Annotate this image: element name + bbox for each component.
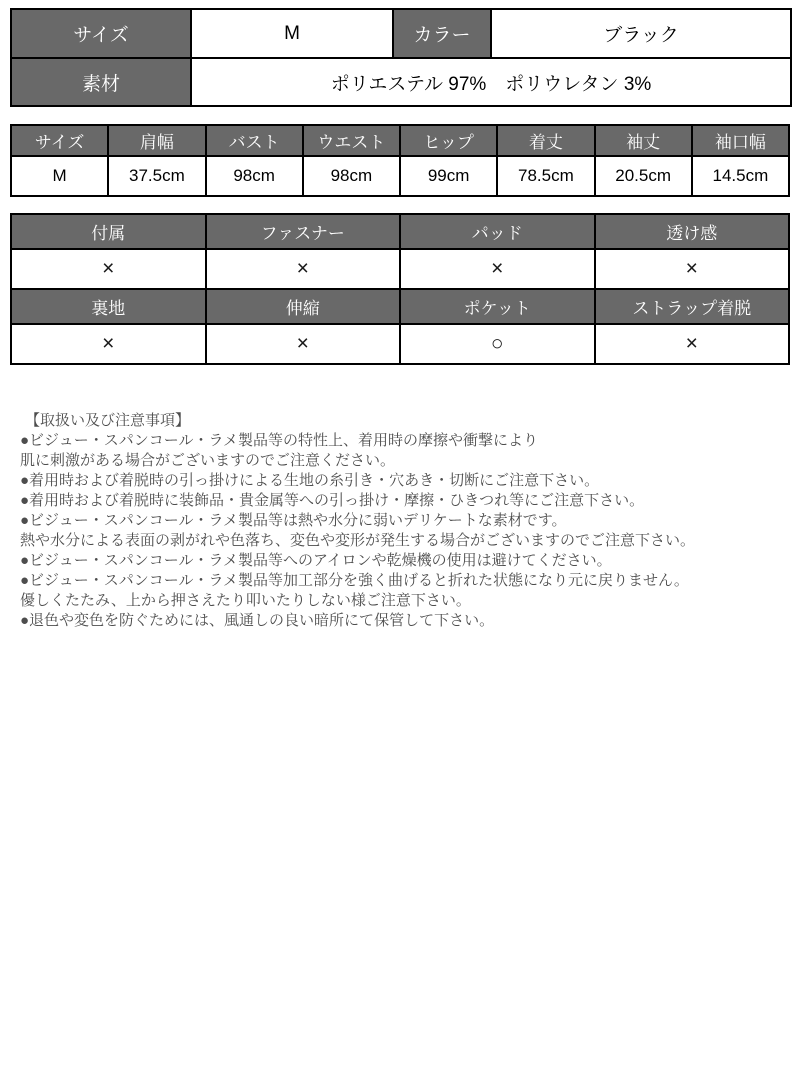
feature-header-cell: ポケット	[400, 289, 595, 324]
feature-value-cell: ×	[11, 249, 206, 289]
measurement-value-cell: 98cm	[206, 156, 303, 196]
measurement-value-cell: 78.5cm	[497, 156, 594, 196]
size-value-cell: M	[191, 9, 393, 58]
measurement-value-cell: 99cm	[400, 156, 497, 196]
care-note-line: 優しくたたみ、上から押さえたり叩いたりしない様ご注意下さい。	[20, 592, 471, 609]
care-note-line: ●着用時および着脱時に装飾品・貴金属等への引っ掛け・摩擦・ひきつれ等にご注意下さい。	[20, 492, 645, 509]
feature-value-cell: ○	[400, 324, 595, 364]
summary-row-material	[11, 58, 791, 106]
features-header-row-2	[11, 289, 789, 324]
measurement-header-cell: 袖丈	[595, 125, 692, 156]
feature-value-cell: ×	[595, 249, 790, 289]
measurement-value-cell: 37.5cm	[108, 156, 205, 196]
measurement-header-cell: サイズ	[11, 125, 108, 156]
features-value-row-2	[11, 324, 789, 364]
color-label-cell: カラー	[393, 9, 491, 58]
feature-header-cell: 裏地	[11, 289, 206, 324]
measurement-header-cell: ヒップ	[400, 125, 497, 156]
care-note-line: 肌に刺激がある場合がございますのでご注意ください。	[20, 452, 396, 469]
feature-header-cell: 伸縮	[206, 289, 401, 324]
care-note-line: ●ビジュー・スパンコール・ラメ製品等加工部分を強く曲げると折れた状態になり元に戻りません。	[20, 572, 689, 589]
measurement-value-cell: M	[11, 156, 108, 196]
care-note-line: ●ビジュー・スパンコール・ラメ製品等へのアイロンや乾燥機の使用は避けてください。	[20, 552, 612, 569]
feature-header-cell: 透け感	[595, 214, 790, 249]
care-note-line: ●ビジュー・スパンコール・ラメ製品等の特性上、着用時の摩擦や衝撃により	[20, 432, 539, 449]
measurement-header-cell: 袖口幅	[692, 125, 789, 156]
measurements-table	[10, 124, 790, 197]
measurement-value-cell: 14.5cm	[692, 156, 789, 196]
feature-header-cell: ストラップ着脱	[595, 289, 790, 324]
material-value-cell: ポリエステル 97% ポリウレタン 3%	[191, 58, 791, 106]
measurement-value-cell: 20.5cm	[595, 156, 692, 196]
care-note-line: 熱や水分による表面の剥がれや色落ち、変色や変形が発生する場合がございますのでご注意下さい。	[20, 532, 696, 549]
product-summary-table	[10, 8, 792, 107]
feature-value-cell: ×	[400, 249, 595, 289]
feature-value-cell: ×	[11, 324, 206, 364]
care-notes	[20, 411, 782, 631]
features-value-row-1	[11, 249, 789, 289]
features-table	[10, 213, 790, 365]
feature-header-cell: 付属	[11, 214, 206, 249]
feature-value-cell: ×	[206, 249, 401, 289]
care-note-line: ●着用時および着脱時の引っ掛けによる生地の糸引き・穴あき・切断にご注意下さい。	[20, 472, 600, 489]
measurements-header-row	[11, 125, 789, 156]
features-header-row-1	[11, 214, 789, 249]
color-value-cell: ブラック	[491, 9, 791, 58]
material-label-cell: 素材	[11, 58, 191, 106]
measurement-value-cell: 98cm	[303, 156, 400, 196]
size-label-cell: サイズ	[11, 9, 191, 58]
feature-header-cell: ファスナー	[206, 214, 401, 249]
care-note-line: ●ビジュー・スパンコール・ラメ製品等は熱や水分に弱いデリケートな素材です。	[20, 512, 567, 529]
measurements-value-row	[11, 156, 789, 196]
summary-row-size-color	[11, 9, 791, 58]
measurement-header-cell: ウエスト	[303, 125, 400, 156]
feature-header-cell: パッド	[400, 214, 595, 249]
feature-value-cell: ×	[206, 324, 401, 364]
measurement-header-cell: 肩幅	[108, 125, 205, 156]
care-note-line: ●退色や変色を防ぐためには、風通しの良い暗所にて保管して下さい。	[20, 612, 495, 629]
feature-value-cell: ×	[595, 324, 790, 364]
measurement-header-cell: 着丈	[497, 125, 594, 156]
measurement-header-cell: バスト	[206, 125, 303, 156]
care-notes-title: 【取扱い及び注意事項】	[25, 412, 191, 429]
